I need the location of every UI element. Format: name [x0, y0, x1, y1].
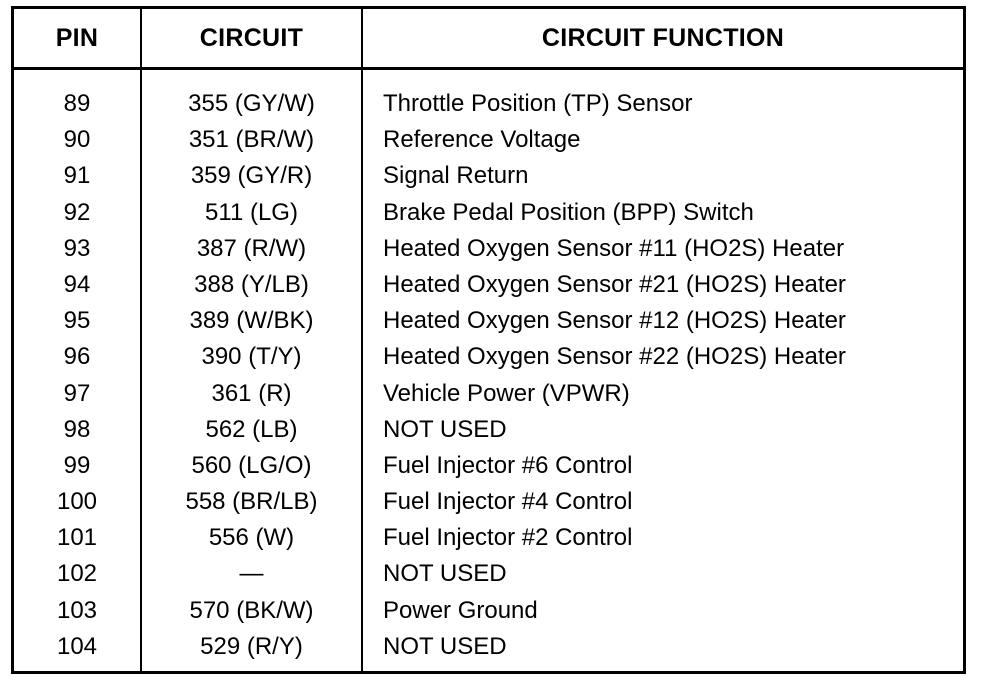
pin-cell: 95: [63, 307, 91, 335]
function-cell: Heated Oxygen Sensor #21 (HO2S) Heater: [383, 270, 846, 298]
table-row: [14, 520, 963, 556]
pin-cell: 89: [63, 90, 91, 117]
header-divider: [14, 67, 963, 70]
circuit-cell: 562 (LB): [205, 415, 298, 443]
pin-cell: 97: [63, 379, 91, 407]
function-cell: Heated Oxygen Sensor #11 (HO2S) Heater: [383, 234, 845, 262]
table-row: [14, 484, 963, 520]
pin-table: [11, 6, 966, 674]
function-cell: NOT USED: [383, 560, 507, 588]
table-row: [14, 376, 963, 412]
circuit-cell: 388 (Y/LB): [194, 270, 309, 298]
circuit-cell: 529 (R/Y): [200, 632, 303, 660]
function-cell: Signal Return: [383, 162, 529, 190]
circuit-cell: 570 (BK/W): [189, 596, 314, 624]
table-row: [14, 86, 963, 122]
function-cell: Brake Pedal Position (BPP) Switch: [383, 198, 754, 226]
table-body: [14, 86, 963, 665]
circuit-cell: 560 (LG/O): [191, 451, 312, 479]
circuit-cell: 390 (T/Y): [201, 343, 302, 371]
circuit-cell: 558 (BR/LB): [185, 488, 318, 516]
circuit-cell: 389 (W/BK): [189, 307, 314, 335]
circuit-cell: 355 (GY/W): [188, 90, 315, 117]
function-cell: NOT USED: [383, 415, 507, 443]
function-cell: Fuel Injector #4 Control: [383, 488, 633, 516]
table-row: [14, 231, 963, 267]
pin-cell: 103: [56, 596, 98, 624]
header-circuit: CIRCUIT: [199, 24, 304, 52]
function-cell: Heated Oxygen Sensor #12 (HO2S) Heater: [383, 307, 846, 335]
function-cell: Reference Voltage: [383, 126, 581, 154]
pin-cell: 98: [63, 415, 91, 443]
function-cell: Power Ground: [383, 596, 538, 624]
function-cell: Vehicle Power (VPWR): [383, 379, 630, 407]
table-row: [14, 339, 963, 375]
circuit-cell: 556 (W): [208, 524, 295, 552]
table-row: [14, 629, 963, 665]
circuit-cell: 361 (R): [211, 379, 292, 407]
table-row: [14, 303, 963, 339]
circuit-cell: —: [239, 560, 264, 588]
function-cell: Fuel Injector #2 Control: [383, 524, 633, 552]
circuit-cell: 387 (R/W): [196, 234, 307, 262]
pin-cell: 104: [56, 632, 98, 660]
function-cell: NOT USED: [383, 632, 507, 660]
table-row: [14, 158, 963, 194]
function-cell: Throttle Position (TP) Sensor: [383, 90, 693, 117]
pin-cell: 100: [56, 488, 98, 516]
pin-cell: 101: [56, 524, 98, 552]
table-row: [14, 448, 963, 484]
pin-cell: 94: [63, 270, 91, 298]
table-row: [14, 195, 963, 231]
pin-cell: 91: [63, 162, 91, 190]
function-cell: Fuel Injector #6 Control: [383, 451, 633, 479]
circuit-cell: 359 (GY/R): [190, 162, 313, 190]
pin-cell: 96: [63, 343, 91, 371]
table-row: [14, 412, 963, 448]
header-circuit-function: CIRCUIT FUNCTION: [541, 24, 785, 52]
function-cell: Heated Oxygen Sensor #22 (HO2S) Heater: [383, 343, 846, 371]
table-row: [14, 593, 963, 629]
pin-cell: 92: [63, 198, 91, 226]
pin-cell: 99: [63, 451, 91, 479]
circuit-cell: 351 (BR/W): [188, 126, 315, 154]
circuit-cell: 511 (LG): [205, 198, 298, 226]
pin-cell: 93: [63, 234, 91, 262]
table-row: [14, 267, 963, 303]
table-row: [14, 556, 963, 592]
pin-cell: 90: [63, 126, 91, 154]
table-row: [14, 122, 963, 158]
header-pin: PIN: [55, 24, 99, 52]
pin-cell: 102: [56, 560, 98, 588]
